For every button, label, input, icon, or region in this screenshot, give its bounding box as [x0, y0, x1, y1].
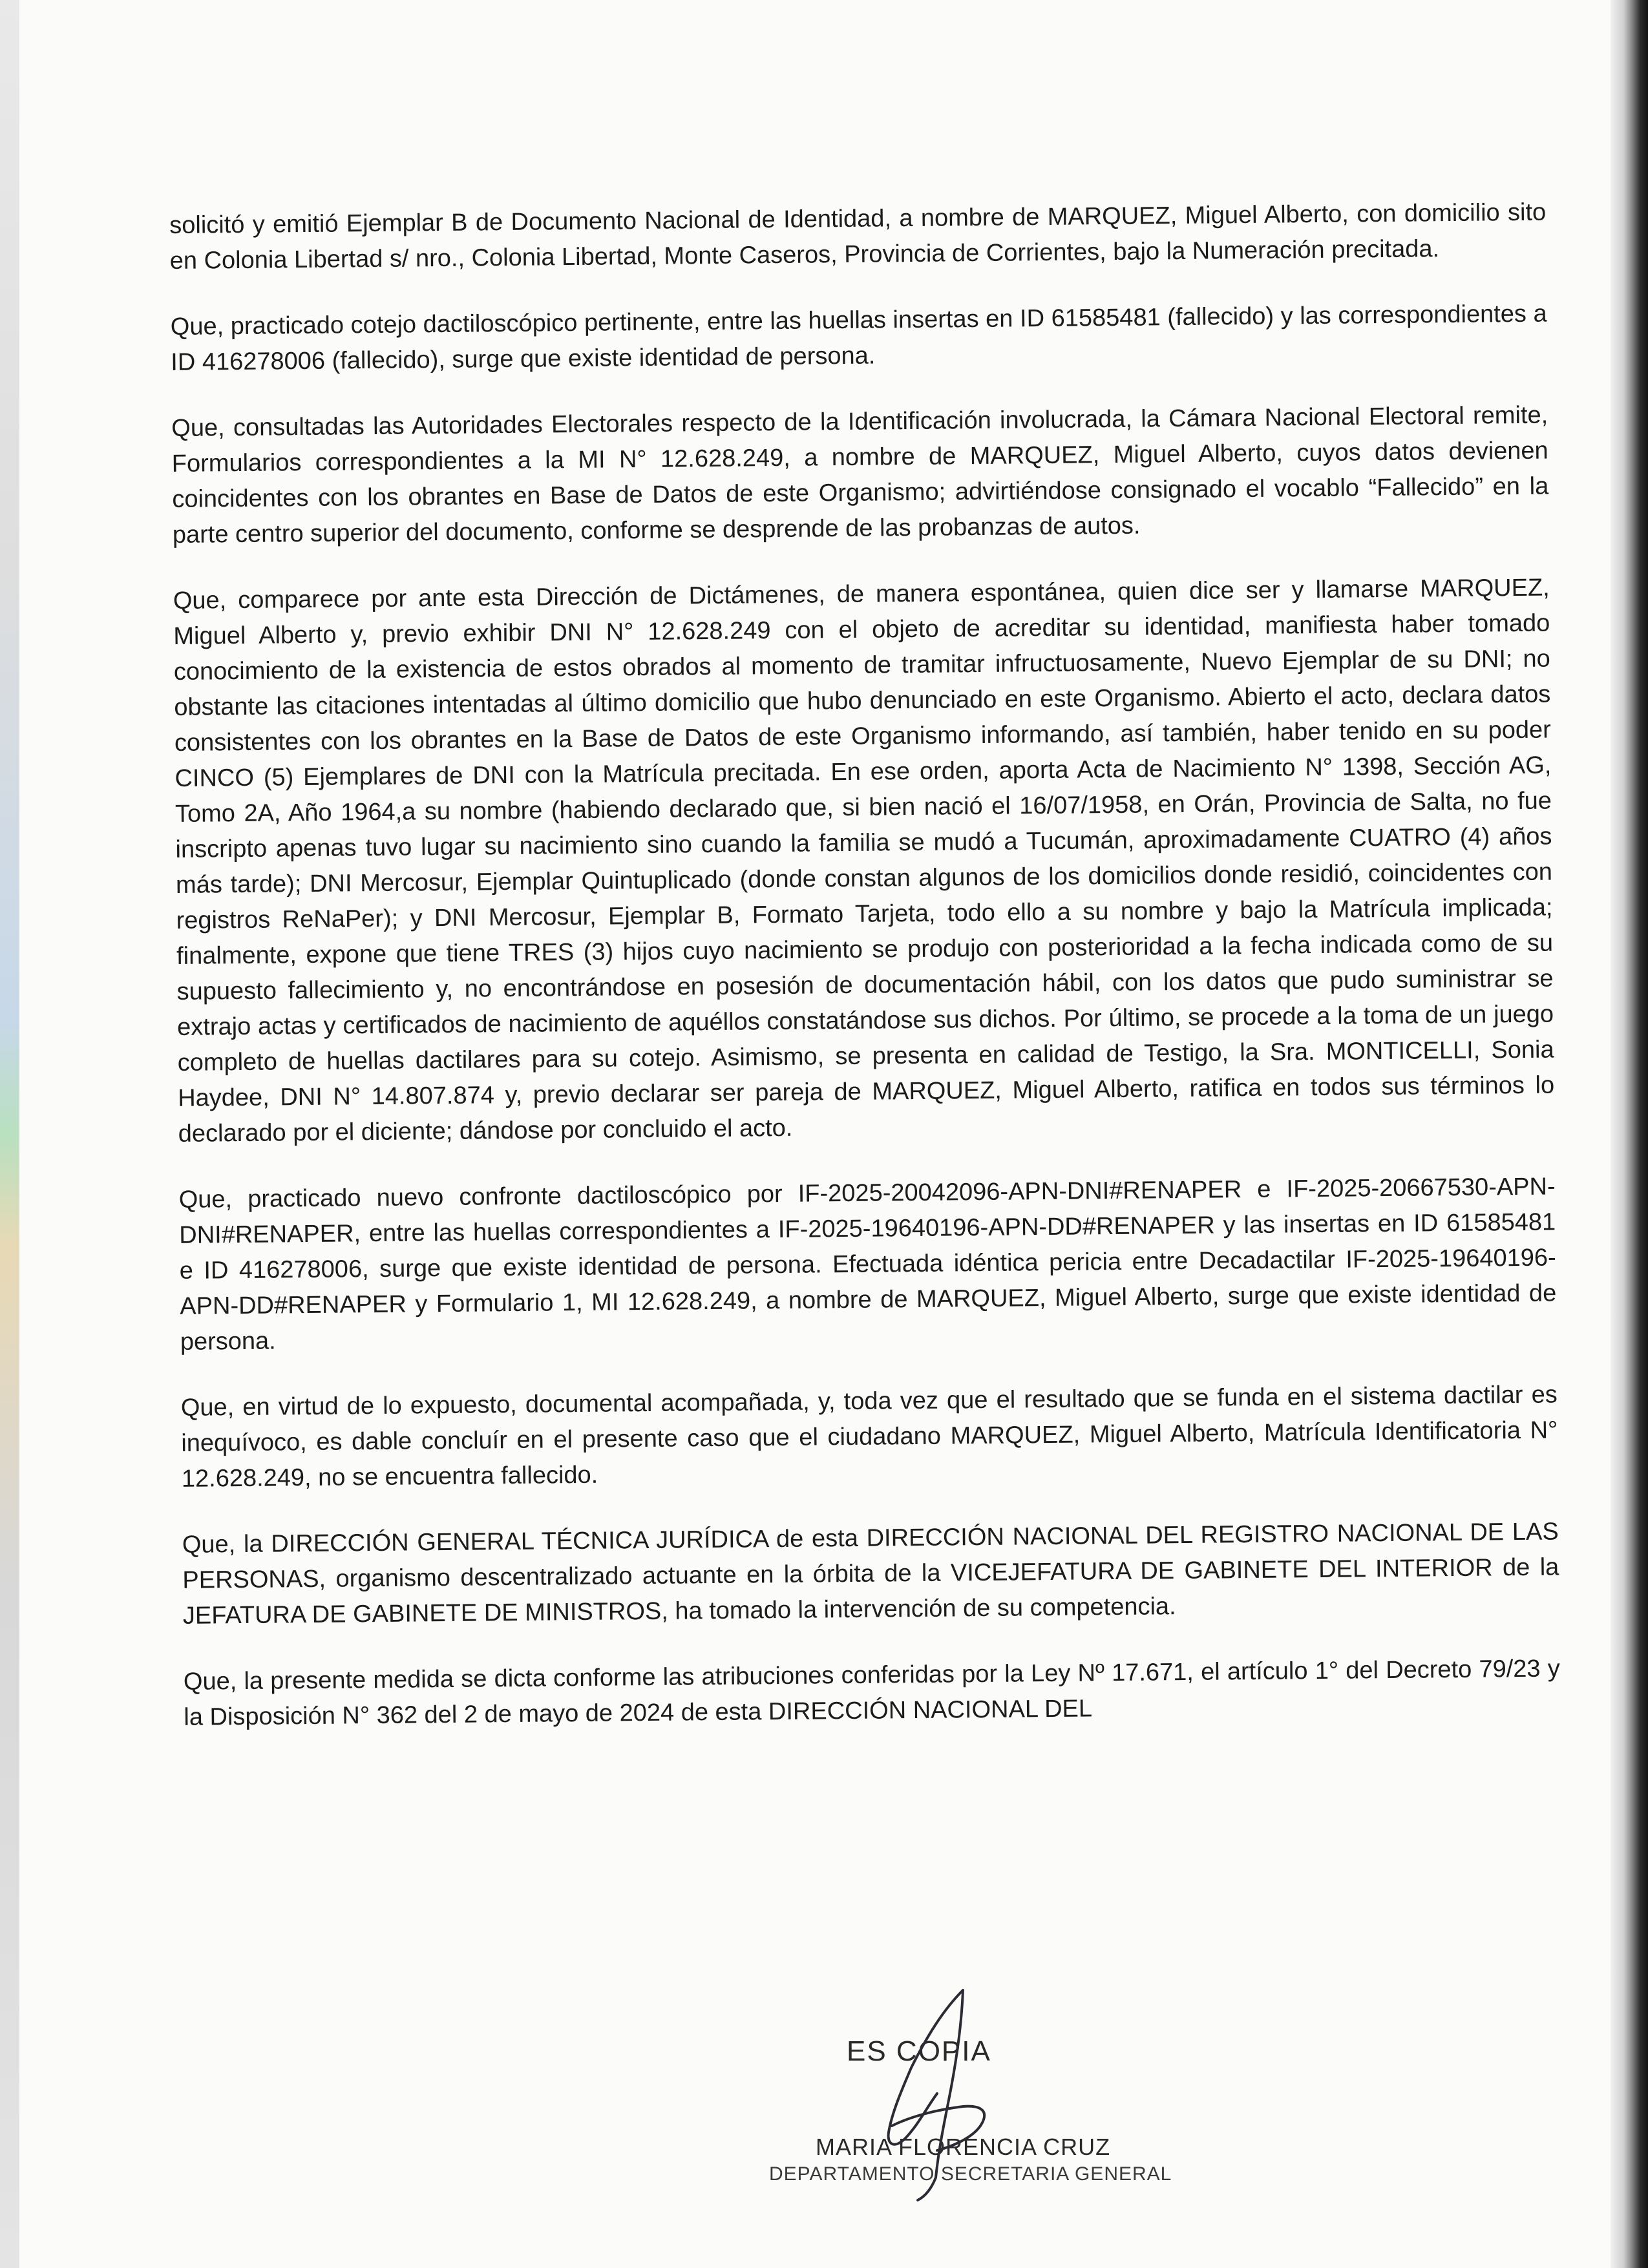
paragraph-6: Que, en virtud de lo expuesto, documental acompañada, y, toda vez que el resultado que se funda en el sistema dactilar es inequívoco, es dable concluír en el presente caso que el ciudadano MARQUEZ, Miguel Alberto, Matrícula Identificatoria N° 12.628.249, no se encuentra fallecido.	[180, 1381, 1558, 1493]
paragraph-1: solicitó y emitió Ejemplar B de Documento Nacional de Identidad, a nombre de MARQUEZ, Miguel Alberto, con domicilio sito en Colonia Libertad s/ nro., Colonia Libertad, Monte Caseros, Provincia de Corrientes, bajo la Numeración precitada.	[169, 198, 1547, 275]
document-body	[169, 195, 1561, 1766]
paragraph-3: Que, consultadas las Autoridades Electorales respecto de la Identificación involucrada, la Cámara Nacional Electoral remite, Formularios correspondientes a la MI N° 12.628.249, a nombre de MARQUEZ, Miguel Alberto, cuyos datos devienen coincidentes con los obrantes en Base de Datos de este Organismo; advirtiéndose consignado el vocablo “Fallecido” en la parte centro superior del documento, conforme se desprende de las probanzas de autos.	[171, 401, 1549, 549]
paragraph-7: Que, la DIRECCIÓN GENERAL TÉCNICA JURÍDICA de esta DIRECCIÓN NACIONAL DEL REGISTRO NACIONAL DE LAS PERSONAS, organismo descentralizado actuante en la órbita de la VICEJEFATURA DE GABINETE DEL INTERIOR de la JEFATURA DE GABINETE DE MINISTROS, ha tomado la intervención de su competencia.	[182, 1518, 1559, 1630]
paragraph-4: Que, comparece por ante esta Dirección de Dictámenes, de manera espontánea, quien dice ser y llamarse MARQUEZ, Miguel Alberto y, previo exhibir DNI N° 12.628.249 con el objeto de acreditar su identidad, manifiesta haber tomado conocimiento de la existencia de estos obrados al momento de tramitar infructuosamente, Nuevo Ejemplar de su DNI; no obstante las citaciones intentadas al último domicilio que hubo denunciado en este Organismo. Abierto el acto, declara datos consistentes con los obrantes en la Base de Datos de este Organismo informando, así también, haber tenido en su poder CINCO (5) Ejemplares de DNI con la Matrícula precitada. En ese orden, aporta Acta de Nacimiento N° 1398, Sección AG, Tomo 2A, Año 1964,a su nombre (habiendo declarado que, si bien nació el 16/07/1958, en Orán, Provincia de Salta, no fue inscripto apenas tuvo lugar su nacimiento sino cuando la familia se mudó a Tucumán, aproximadamente CUATRO (4) años más tarde); DNI Mercosur, Ejemplar Quintuplicado (donde constan algunos de los domicilios donde residió, coincidentes con registros ReNaPer); y DNI Mercosur, Ejemplar B, Formato Tarjeta, todo ello a su nombre y bajo la Matrícula implicada; finalmente, expone que tiene TRES (3) hijos cuyo nacimiento se produjo con posterioridad a la fecha indicada como de su supuesto fallecimiento y, no encontrándose en posesión de documentación hábil, con los datos que pudo suministrar se extrajo actas y certificados de nacimiento de aquéllos constatándose sus dichos. Por último, se procede a la toma de un juego completo de huellas dactilares para su cotejo. Asimismo, se presenta en calidad de Testigo, la Sra. MONTICELLI, Sonia Haydee, DNI N° 14.807.874 y, previo declarar ser pareja de MARQUEZ, Miguel Alberto, ratifica en todos sus términos lo declarado por el diciente; dándose por concluido el acto.	[173, 574, 1555, 1148]
paragraph-8: Que, la presente medida se dicta conforme las atribuciones conferidas por la Ley Nº 17.671, el artículo 1° del Decreto 79/23 y la Disposición N° 362 del 2 de mayo de 2024 de esta DIRECCIÓN NACIONAL DEL	[183, 1655, 1560, 1731]
paragraph-2: Que, practicado cotejo dactiloscópico pertinente, entre las huellas insertas en ID 61585481 (fallecido) y las correspondientes a ID 416278006 (fallecido), surge que existe identidad de persona.	[170, 300, 1547, 376]
scan-edge-right	[1611, 0, 1648, 2268]
signer-name: MARIA FLORENCIA CRUZ	[816, 2134, 1111, 2160]
scan-edge-left	[0, 0, 19, 2268]
signer-department: DEPARTAMENTO SECRETARIA GENERAL	[769, 2163, 1172, 2185]
paragraph-5: Que, practicado nuevo confronte dactiloscópico por IF-2025-20042096-APN-DNI#RENAPER e IF-2025-20667530-APN-DNI#RENAPER, entre las huellas correspondientes a IF-2025-19640196-APN-DD#RENAPER y las insertas en ID 61585481 e ID 416278006, surge que existe identidad de persona. Efectuada idéntica pericia entre Decadactilar IF-2025-19640196-APN-DD#RENAPER y Formulario 1, MI 12.628.249, a nombre de MARQUEZ, Miguel Alberto, surge que existe identidad de persona.	[178, 1173, 1557, 1356]
handwritten-signature	[866, 1984, 1008, 2203]
copy-label: ES COPIA	[847, 2035, 991, 2067]
